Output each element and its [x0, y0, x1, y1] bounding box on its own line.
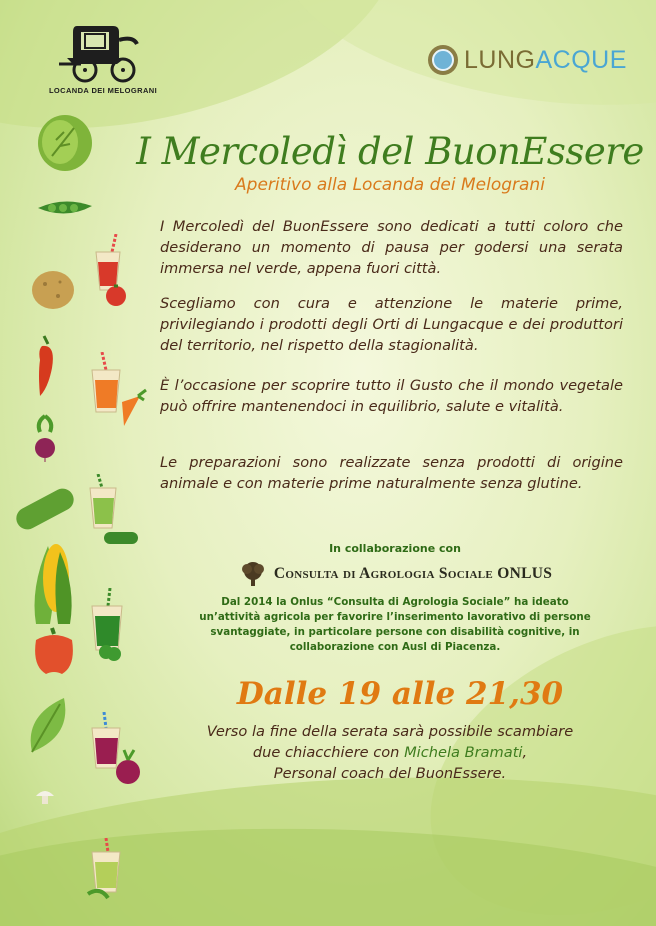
leaf-icon: [24, 696, 70, 754]
paragraph-preparations: Le preparazioni sono realizzate senza prodotti di origine animale e con materie prime naturalmente senza glutine.: [160, 454, 623, 492]
beet-smoothie-icon: [88, 712, 144, 786]
green-smoothie-icon: [86, 838, 134, 900]
cucumber-smoothie-icon: [84, 474, 142, 550]
radish-icon: [32, 414, 58, 462]
lettuce-icon: [34, 112, 96, 174]
broccoli-smoothie-icon: [88, 588, 136, 668]
lungacque-emblem-icon: [428, 45, 458, 75]
cucumber-icon: [12, 484, 78, 532]
tomato-smoothie-icon: [90, 234, 130, 308]
tree-emblem-icon: [238, 560, 268, 588]
collaboration-org: [195, 560, 595, 588]
corn-icon: [30, 538, 76, 626]
paragraph-taste: È l’occasione per scoprire tutto il Gusto che il mondo vegetale può offrire mantenendoci in equilibrio, salute e vitalità.: [160, 377, 623, 415]
collaboration-block: [195, 542, 595, 655]
event-time: Dalle 19 alle 21,30: [236, 676, 564, 712]
paragraph-ingredients: Scegliamo con cura e attenzione le materie prime, privilegiando i prodotti degli Orti di Lungacque e dei produttori del territorio, nel rispetto della stagionalità.: [160, 295, 623, 354]
collaboration-description: Dal 2014 la Onlus “Consulta di Agrologia Sociale” ha ideato un’attività agricola per favorire l’inserimento lavorativo di persone svantaggiate, in particolare persone con disabilità cognitive, in collaborazione con Ausl di Piacenza.: [199, 596, 591, 653]
page-title: I Mercoledì del BuonEssere: [136, 130, 644, 173]
lungacque-wordmark: LUNGACQUE: [464, 45, 627, 74]
collaboration-lead: In collaborazione con: [329, 542, 461, 555]
chili-pepper-icon: [34, 334, 62, 398]
closing-line-1: Verso la fine della serata sarà possibile scambiare: [206, 723, 574, 740]
bell-pepper-icon: [32, 626, 76, 676]
closing-text: [170, 721, 610, 784]
mushroom-icon: [34, 786, 56, 806]
pea-pod-icon: [36, 198, 94, 222]
lungacque-logo: [428, 42, 627, 78]
potato-icon: [30, 268, 76, 312]
carrot-smoothie-icon: [88, 352, 148, 430]
paragraph-intro: I Mercoledì del BuonEssere sono dedicati a tutti coloro che desiderano un momento di pausa per godersi una serata immersa nel verde, appena fuori città.: [160, 218, 623, 277]
closing-line-2: due chiacchiere con Michela Bramati,: [252, 744, 528, 761]
collaboration-org-name: Consulta di Agrologia Sociale ONLUS: [273, 565, 553, 582]
page-subtitle: Aperitivo alla Locanda dei Melograni: [235, 175, 545, 195]
carriage-icon: [55, 18, 151, 84]
coach-name: Michela Bramati: [404, 744, 523, 761]
locanda-logo-caption: LOCANDA DEI MELOGRANI: [48, 86, 158, 95]
locanda-logo: [48, 18, 158, 95]
closing-line-3: Personal coach del BuonEssere.: [273, 765, 507, 782]
